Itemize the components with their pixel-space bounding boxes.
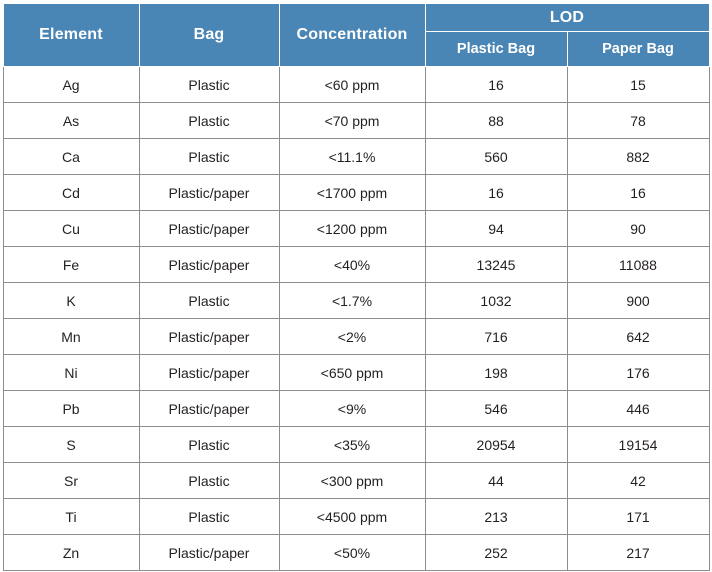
table-row (3, 319, 709, 355)
cell-lod-paper: 78 (567, 103, 709, 139)
cell-lod-plastic: 16 (425, 67, 567, 103)
cell-concentration: <2% (279, 319, 425, 355)
cell-lod-paper: 15 (567, 67, 709, 103)
cell-element: Zn (3, 535, 139, 571)
cell-concentration: <35% (279, 427, 425, 463)
cell-bag: Plastic/paper (139, 175, 279, 211)
cell-lod-plastic: 44 (425, 463, 567, 499)
table-row (3, 355, 709, 391)
cell-lod-paper: 11088 (567, 247, 709, 283)
cell-bag: Plastic (139, 463, 279, 499)
measurements-table (3, 3, 710, 571)
column-header-lod-plastic-bag: Plastic Bag (425, 32, 567, 67)
column-header-lod-paper-bag: Paper Bag (567, 32, 709, 67)
cell-element: Cd (3, 175, 139, 211)
cell-lod-paper: 642 (567, 319, 709, 355)
table-row (3, 427, 709, 463)
cell-lod-paper: 19154 (567, 427, 709, 463)
cell-bag: Plastic/paper (139, 355, 279, 391)
table-row (3, 211, 709, 247)
cell-element: Fe (3, 247, 139, 283)
cell-lod-paper: 176 (567, 355, 709, 391)
cell-bag: Plastic (139, 139, 279, 175)
cell-lod-plastic: 16 (425, 175, 567, 211)
cell-concentration: <1700 ppm (279, 175, 425, 211)
table-container (0, 3, 712, 572)
table-row (3, 175, 709, 211)
table-row (3, 67, 709, 103)
cell-concentration: <1.7% (279, 283, 425, 319)
cell-lod-plastic: 546 (425, 391, 567, 427)
cell-bag: Plastic (139, 499, 279, 535)
header-row-top (3, 4, 709, 32)
column-header-bag: Bag (139, 4, 279, 67)
cell-lod-plastic: 252 (425, 535, 567, 571)
cell-concentration: <1200 ppm (279, 211, 425, 247)
table-body (3, 67, 709, 571)
table-row (3, 247, 709, 283)
cell-lod-plastic: 94 (425, 211, 567, 247)
table-row (3, 103, 709, 139)
cell-concentration: <60 ppm (279, 67, 425, 103)
cell-bag: Plastic (139, 283, 279, 319)
cell-lod-plastic: 716 (425, 319, 567, 355)
cell-element: Ni (3, 355, 139, 391)
table-row (3, 463, 709, 499)
column-header-lod-group: LOD (425, 4, 709, 32)
cell-bag: Plastic/paper (139, 211, 279, 247)
cell-concentration: <40% (279, 247, 425, 283)
cell-element: Ca (3, 139, 139, 175)
cell-lod-paper: 42 (567, 463, 709, 499)
cell-element: Sr (3, 463, 139, 499)
cell-concentration: <300 ppm (279, 463, 425, 499)
cell-lod-paper: 171 (567, 499, 709, 535)
cell-element: As (3, 103, 139, 139)
column-header-element: Element (3, 4, 139, 67)
cell-bag: Plastic/paper (139, 535, 279, 571)
cell-bag: Plastic (139, 103, 279, 139)
cell-lod-plastic: 213 (425, 499, 567, 535)
table-row (3, 499, 709, 535)
table-header (3, 4, 709, 67)
cell-bag: Plastic/paper (139, 319, 279, 355)
cell-bag: Plastic/paper (139, 247, 279, 283)
cell-lod-plastic: 13245 (425, 247, 567, 283)
cell-lod-paper: 446 (567, 391, 709, 427)
cell-element: Cu (3, 211, 139, 247)
cell-element: Mn (3, 319, 139, 355)
cell-concentration: <9% (279, 391, 425, 427)
cell-lod-paper: 16 (567, 175, 709, 211)
column-header-concentration: Concentration (279, 4, 425, 67)
cell-lod-plastic: 1032 (425, 283, 567, 319)
cell-element: S (3, 427, 139, 463)
cell-bag: Plastic (139, 427, 279, 463)
cell-bag: Plastic/paper (139, 391, 279, 427)
cell-concentration: <4500 ppm (279, 499, 425, 535)
cell-element: K (3, 283, 139, 319)
cell-lod-paper: 217 (567, 535, 709, 571)
cell-element: Ti (3, 499, 139, 535)
cell-concentration: <11.1% (279, 139, 425, 175)
table-row (3, 391, 709, 427)
table-row (3, 283, 709, 319)
cell-lod-paper: 900 (567, 283, 709, 319)
table-row (3, 535, 709, 571)
cell-lod-plastic: 20954 (425, 427, 567, 463)
cell-lod-plastic: 88 (425, 103, 567, 139)
cell-lod-plastic: 198 (425, 355, 567, 391)
cell-lod-paper: 90 (567, 211, 709, 247)
cell-element: Pb (3, 391, 139, 427)
cell-concentration: <650 ppm (279, 355, 425, 391)
cell-bag: Plastic (139, 67, 279, 103)
cell-concentration: <50% (279, 535, 425, 571)
table-row (3, 139, 709, 175)
cell-concentration: <70 ppm (279, 103, 425, 139)
cell-lod-paper: 882 (567, 139, 709, 175)
cell-element: Ag (3, 67, 139, 103)
cell-lod-plastic: 560 (425, 139, 567, 175)
